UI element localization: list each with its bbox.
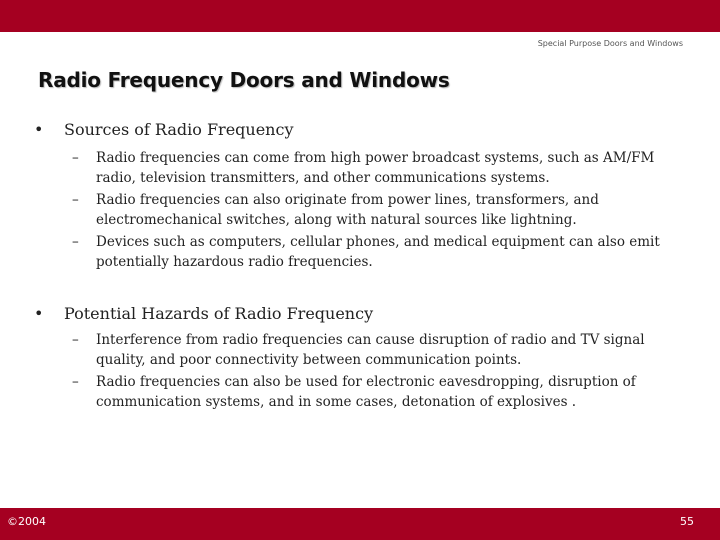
top-banner [0, 0, 720, 32]
bullet-sources [34, 120, 293, 139]
list-item-text: Interference from radio frequencies can cause disruption of radio and TV signal quality, and poor connectivity between communication points. [96, 332, 645, 368]
list-item [72, 148, 662, 188]
bullet-hazards [34, 304, 373, 323]
slide-title: Radio Frequency Doors and Windows [38, 68, 450, 92]
list-item [72, 232, 662, 272]
list-item-text: Devices such as computers, cellular phones, and medical equipment can also emit potentially hazardous radio frequencies. [96, 234, 660, 270]
list-item [72, 190, 662, 230]
list-item-text: Radio frequencies can also be used for electronic eavesdropping, disruption of communication systems, and in some cases, detonation of explosives . [96, 374, 636, 410]
bullet-icon: • [34, 304, 44, 323]
page-number: 55 [680, 515, 694, 528]
list-item-text: Radio frequencies can come from high power broadcast systems, such as AM/FM radio, television transmitters, and other communications systems. [96, 150, 655, 186]
dash-icon: – [72, 234, 79, 250]
list-item-text: Radio frequencies can also originate from power lines, transformers, and electromechanical switches, along with natural sources like lightning. [96, 192, 599, 228]
dash-icon: – [72, 150, 79, 166]
dash-icon: – [72, 374, 79, 390]
copyright: ©2004 [7, 515, 46, 528]
dash-icon: – [72, 332, 79, 348]
bottom-banner [0, 508, 720, 540]
bullet-heading: Sources of Radio Frequency [64, 120, 294, 139]
dash-icon: – [72, 192, 79, 208]
sub-list-hazards [72, 330, 662, 412]
list-item [72, 372, 662, 412]
sub-list-sources [72, 148, 662, 272]
list-item [72, 330, 662, 370]
header-note: Special Purpose Doors and Windows [537, 39, 683, 48]
bullet-heading: Potential Hazards of Radio Frequency [64, 304, 374, 323]
bullet-icon: • [34, 120, 44, 139]
